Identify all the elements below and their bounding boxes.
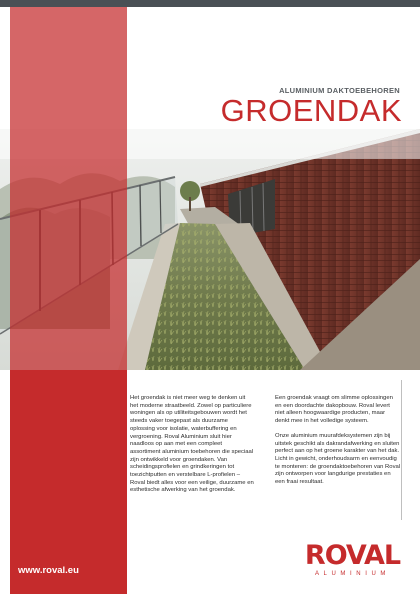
website-link[interactable]: www.roval.eu — [18, 565, 79, 576]
logo-wordmark: ROVAL — [304, 540, 401, 571]
page-subtitle: ALUMINIUM DAKTOEBEHOREN — [279, 86, 400, 95]
body-text-left-column — [130, 395, 254, 502]
body-paragraph: Het groendak is niet meer weg te denken uit het moderne straatbeeld. Zowel op particuliere woningen als op utiliteitsgebouwen wordt het steeds vaker toegepast als duurzame oplossing voor isolatie, waterbuffering en vergroening. Roval Aluminium sluit hier naadloos op aan met een compleet assortiment aluminium toebehoren die speciaal zijn ontwikkeld voor groendaken. Van scheidingsprofielen en grindkeringen tot toezichtputten en verstelbare L-profielen – Roval biedt alles voor een veilige, duurzame en esthetische afwerking van het groendak. — [130, 395, 254, 494]
page-title: GROENDAK — [220, 93, 402, 128]
roval-logo — [303, 542, 402, 580]
logo-subtitle: ALUMINIUM — [314, 571, 391, 577]
body-text-right-column — [275, 395, 401, 494]
column-divider — [401, 380, 402, 520]
body-paragraph: Onze aluminium muurafdeksystemen zijn bij uitstek geschikt als dakrandafwerking en sluiten perfect aan op het groene karakter van het dak. Licht in gewicht, onderhoudsarm en eenvoudig te monteren: de groendaktoebehoren van Roval zijn ontworpen voor langdurige prestaties en een fraai resultaat. — [275, 432, 401, 486]
top-bar — [0, 0, 420, 7]
body-paragraph: Een groendak vraagt om slimme oplossingen en een doordachte dakopbouw. Roval levert niet alleen hoogwaardige producten, maar denkt mee in het volledige systeem. — [275, 395, 393, 425]
brand-color-panel-lower — [10, 370, 127, 594]
